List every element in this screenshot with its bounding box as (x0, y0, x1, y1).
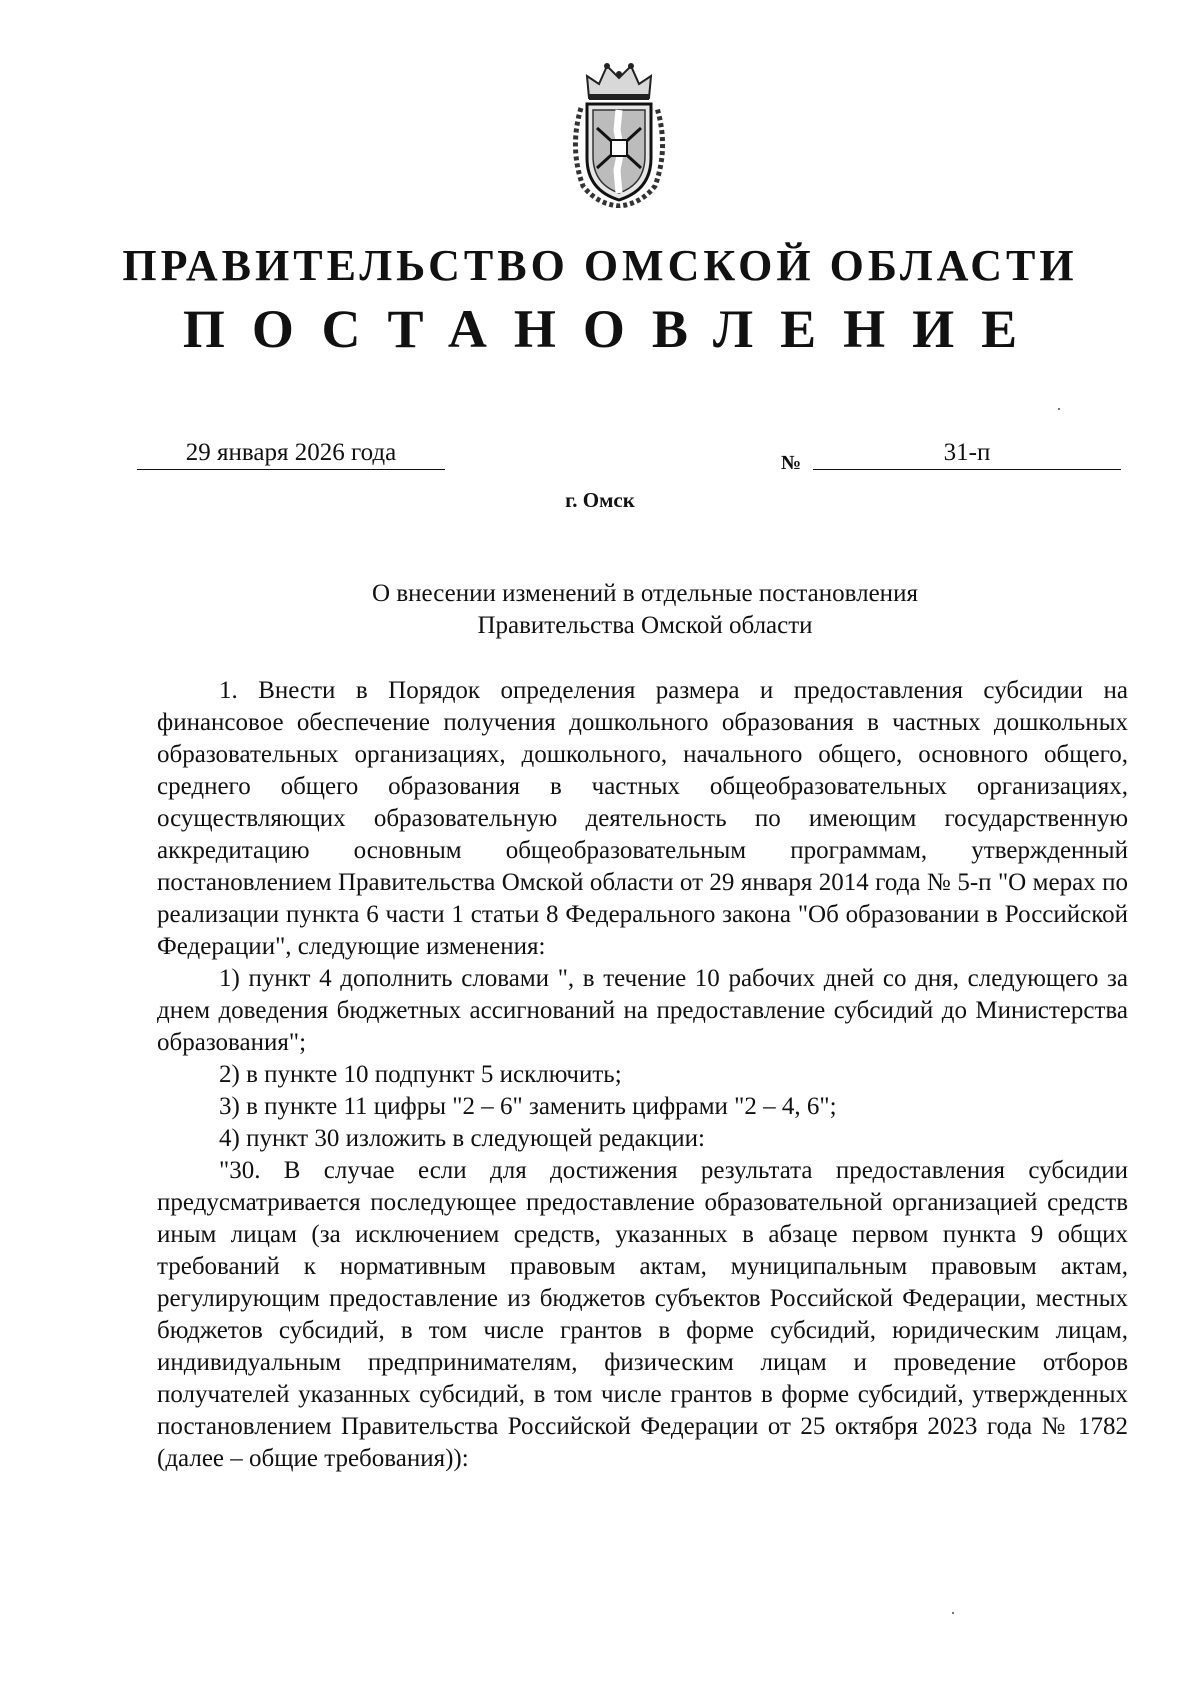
document-subject (0, 578, 1200, 642)
document-body (157, 675, 1128, 1475)
coat-of-arms-icon (567, 58, 671, 208)
body-paragraph: 4) пункт 30 изложить в следующей редакции: (219, 1125, 705, 1152)
body-paragraph: "30. В случае если для достижения результата предоставления субсидии предусматривается последующее предоставление образовательной организацией средств иным лицам (за исключением средств, указанных в абзаце первом пункта 9 общих требований к нормативным правовым актам, муниципальным правовым актам, регулирующим предоставление из бюджетов субъектов Российской Федерации, местных бюджетов субсидий, в том числе грантов в форме субсидий, юридическим лицам, индивидуальным предпринимателям, физическим лицам и проведение отборов получателей указанных субсидий, в том числе грантов в форме субсидий, утвержденных постановлением Правительства Российской Федерации от 25 октября 2023 года № 1782 (далее – общие требования)): (157, 1157, 1128, 1472)
document-date: 29 января 2026 года (137, 437, 445, 470)
body-paragraph: 2) в пункте 10 подпункт 5 исключить; (219, 1061, 622, 1088)
document-number: 31-п (813, 437, 1121, 470)
document-type-title: ПОСТАНОВЛЕНИЕ (182, 299, 1045, 359)
scan-speck (952, 1612, 954, 1614)
body-paragraph: 3) в пункте 11 цифры "2 – 6" заменить цифрами "2 – 4, 6"; (219, 1093, 837, 1120)
subject-line: О внесении изменений в отдельные постановления (372, 580, 918, 607)
scan-speck (1058, 408, 1060, 410)
body-paragraph: 1) пункт 4 дополнить словами ", в течение 10 рабочих дней со дня, следующего за днем доведения бюджетных ассигнований на предоставление субсидий до Министерства образования"; (157, 965, 1128, 1056)
subject-line: Правительства Омской области (477, 612, 813, 639)
organization-name: ПРАВИТЕЛЬСТВО ОМСКОЙ ОБЛАСТИ (122, 241, 1078, 290)
city-name: г. Омск (565, 488, 635, 512)
number-sign: № (781, 452, 802, 474)
body-paragraph: 1. Внести в Порядок определения размера и предоставления субсидии на финансовое обеспечение получения дошкольного образования в частных дошкольных образовательных организациях, дошкольного, начального общего, основного общего, среднего общего образования в частных общеобразовательных организациях, осуществляющих образовательную деятельность по имеющим государственную аккредитацию основным общеобразовательным программам, утвержденный постановлением Правительства Омской области от 29 января 2014 года № 5-п "О мерах по реализации пункта 6 части 1 статьи 8 Федерального закона "Об образовании в Российской Федерации", следующие изменения: (157, 677, 1128, 960)
